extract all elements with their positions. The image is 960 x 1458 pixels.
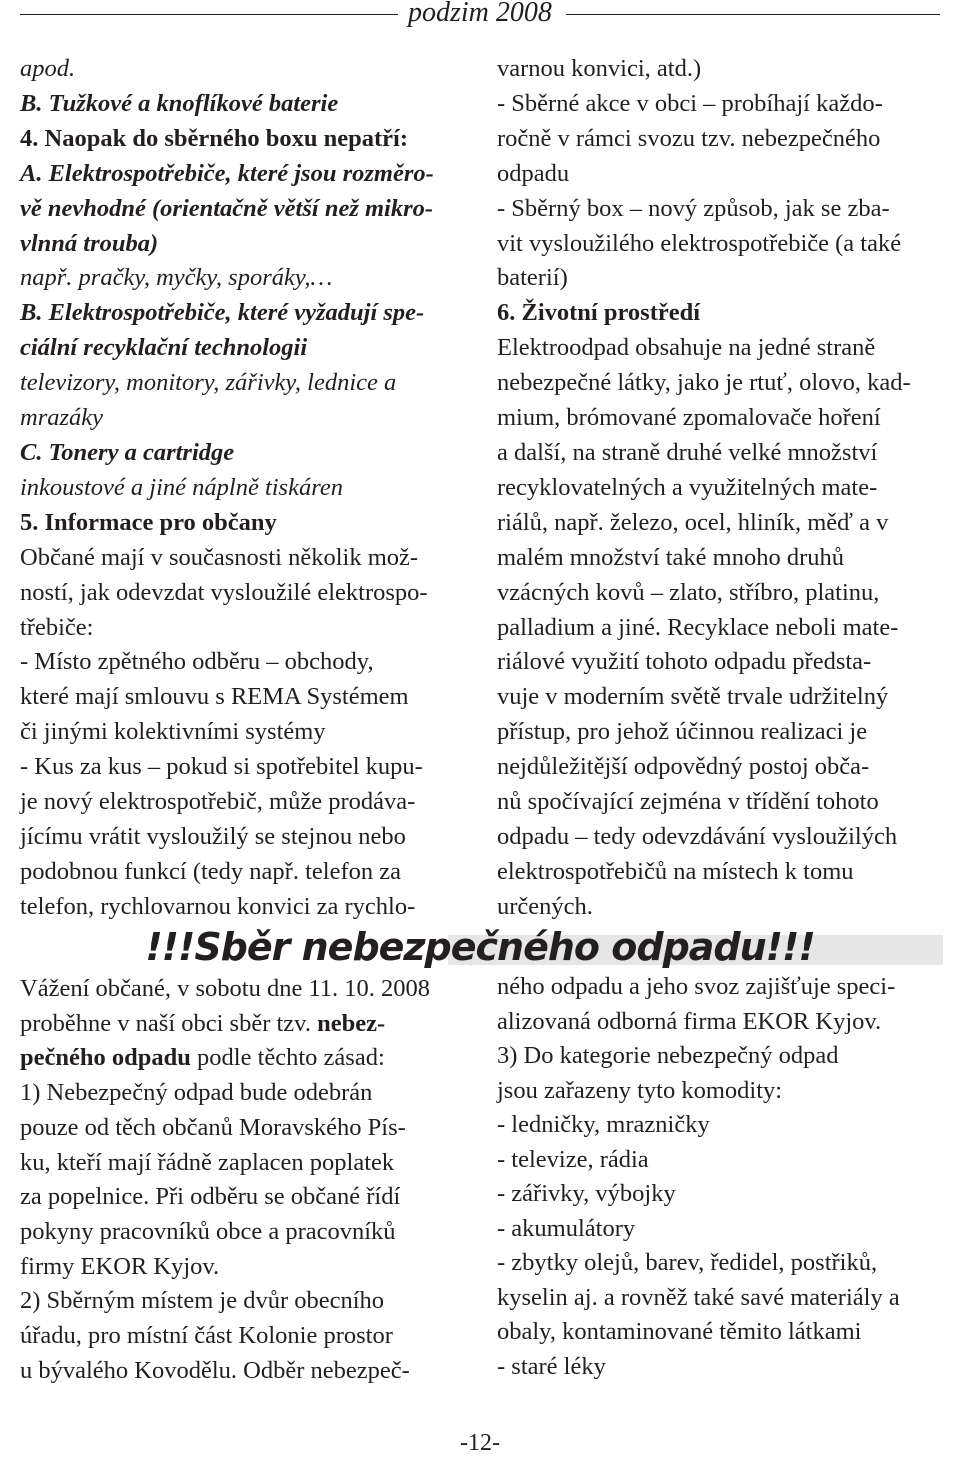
text-line: kyselin aj. a rovněž také savé materiály a bbox=[497, 1283, 900, 1311]
text-line: nebezpečné látky, jako je rtuť, olovo, kad- bbox=[497, 369, 911, 397]
section-heading: 6. Životní prostředí bbox=[497, 299, 701, 327]
text-line: palladium a jiné. Recyklace neboli mate- bbox=[497, 613, 899, 641]
text-line: elektrospotřebičů na místech k tomu bbox=[497, 857, 854, 885]
text-line: které mají smlouvu s REMA Systémem bbox=[20, 683, 409, 711]
section-heading: 5. Informace pro občany bbox=[20, 508, 277, 536]
text-line: u bývalého Kovodělu. Odběr nebezpeč- bbox=[20, 1356, 410, 1384]
list-heading: vlnná trouba) bbox=[20, 229, 159, 257]
text-line: ročně v rámci svozu tzv. nebezpečného bbox=[497, 124, 881, 152]
text-line: riálů, např. železo, ocel, hliník, měď a v bbox=[497, 508, 889, 536]
text-line: odpadu – tedy odevzdávání vysloužilých bbox=[497, 822, 898, 850]
text-line: baterií) bbox=[497, 264, 568, 292]
text-line: ností, jak odevzdat vysloužilé elektrospo- bbox=[20, 578, 428, 606]
text-line: recyklovatelných a využitelných mate- bbox=[497, 473, 878, 501]
list-item: - televize, rádia bbox=[497, 1145, 649, 1173]
list-item: - ledničky, mrazničky bbox=[497, 1111, 710, 1138]
text-line: a další, na straně druhé velké množství bbox=[497, 438, 878, 466]
text-line: jsou zařazeny tyto komodity: bbox=[497, 1076, 783, 1104]
text-line: alizovaná odborná firma EKOR Kyjov. bbox=[497, 1007, 882, 1035]
text-line: malém množství také mnoho druhů bbox=[497, 543, 845, 571]
text-line: jícímu vrátit vysloužilý se stejnou nebo bbox=[20, 822, 406, 850]
text-span: proběhne v naší obci sběr tzv. bbox=[20, 1009, 318, 1037]
text-line: za popelnice. Při odběru se občané řídí bbox=[20, 1183, 401, 1211]
text-line bbox=[20, 1007, 466, 1042]
text-line: apod. bbox=[20, 55, 76, 82]
list-heading: vě nevhodné (orientačně větší než mikro- bbox=[20, 194, 434, 222]
section-heading: 4. Naopak do sběrného boxu nepatří: bbox=[20, 124, 408, 152]
banner-title: !!!Sběr nebezpečného odpadu!!! bbox=[145, 925, 815, 969]
emphasis-text: nebez- bbox=[317, 1009, 386, 1037]
text-line: Vážení občané, v sobotu dne 11. 10. 2008 bbox=[20, 975, 431, 1002]
text-line: Elektroodpad obsahuje na jedné straně bbox=[497, 334, 876, 362]
text-line: pokyny pracovníků obce a pracovníků bbox=[20, 1217, 396, 1245]
text-line: riálové využití tohoto odpadu předsta- bbox=[497, 648, 872, 676]
text-line: vzácných kovů – zlato, stříbro, platinu, bbox=[497, 578, 880, 606]
text-line: podobnou funkcí (tedy např. telefon za bbox=[20, 857, 401, 885]
text-line: třebiče: bbox=[20, 613, 94, 641]
text-line: odpadu bbox=[497, 159, 570, 187]
text-line: - Sběrný box – nový způsob, jak se zba- bbox=[497, 194, 890, 222]
text-line: 1) Nebezpečný odpad bude odebrán bbox=[20, 1079, 373, 1107]
list-heading: C. Tonery a cartridge bbox=[20, 438, 235, 466]
column-top-left bbox=[20, 52, 466, 925]
text-line: je nový elektrospotřebič, může prodáva- bbox=[20, 788, 416, 816]
text-line: vit vysloužilého elektrospotřebiče (a také bbox=[497, 229, 902, 257]
header-rule-right bbox=[566, 14, 940, 15]
column-bottom-left bbox=[20, 972, 466, 1388]
text-line: inkoustové a jiné náplně tiskáren bbox=[20, 473, 343, 501]
column-bottom-right bbox=[497, 970, 944, 1384]
text-line: určených. bbox=[497, 892, 593, 920]
list-heading: ciální recyklační technologii bbox=[20, 334, 308, 362]
text-line: mium, brómované zpomalovače hoření bbox=[497, 404, 881, 432]
text-line: ku, kteří mají řádně zaplacen poplatek bbox=[20, 1148, 395, 1176]
text-line: nů spočívající zejména v třídění tohoto bbox=[497, 788, 879, 816]
text-line: obaly, kontaminované těmito látkami bbox=[497, 1318, 862, 1345]
list-heading: B. Tužkové a knoflíkové baterie bbox=[20, 89, 339, 117]
list-heading: A. Elektrospotřebiče, které jsou rozměro- bbox=[20, 159, 434, 187]
text-span: podle těchto zásad: bbox=[190, 1044, 385, 1072]
text-line: telefon, rychlovarnou konvici za rychlo- bbox=[20, 892, 416, 920]
emphasis-text: pečného odpadu bbox=[20, 1044, 191, 1072]
text-line bbox=[20, 1041, 466, 1076]
text-line: 2) Sběrným místem je dvůr obecního bbox=[20, 1287, 385, 1315]
text-line: či jinými kolektivními systémy bbox=[20, 718, 326, 746]
text-line: pouze od těch občanů Moravského Pís- bbox=[20, 1113, 406, 1141]
list-item: - akumulátory bbox=[497, 1214, 636, 1242]
list-item: - zářivky, výbojky bbox=[497, 1180, 676, 1207]
text-line: např. pračky, myčky, sporáky,… bbox=[20, 264, 333, 292]
text-line: ného odpadu a jeho svoz zajišťuje speci- bbox=[497, 973, 896, 1000]
text-line: vuje v moderním světě trvale udržitelný bbox=[497, 683, 889, 711]
text-line: Občané mají v současnosti několik mož- bbox=[20, 543, 419, 571]
text-line: úřadu, pro místní část Kolonie prostor bbox=[20, 1322, 393, 1350]
page-header bbox=[0, 0, 960, 32]
header-rule-left bbox=[20, 14, 398, 15]
text-line: - Sběrné akce v obci – probíhají každo- bbox=[497, 89, 883, 117]
text-line: varnou konvici, atd.) bbox=[497, 55, 702, 82]
text-line: 3) Do kategorie nebezpečný odpad bbox=[497, 1042, 839, 1069]
text-line: televizory, monitory, zářivky, lednice a bbox=[20, 369, 397, 397]
list-item: - zbytky olejů, barev, ředidel, postřiků, bbox=[497, 1249, 878, 1276]
text-line: mrazáky bbox=[20, 404, 104, 432]
text-line: nejdůležitější odpovědný postoj obča- bbox=[497, 753, 870, 781]
list-item: - staré léky bbox=[497, 1352, 606, 1380]
header-title: podzim 2008 bbox=[408, 0, 552, 28]
text-line: - Kus za kus – pokud si spotřebitel kupu- bbox=[20, 753, 423, 781]
column-top-right bbox=[497, 52, 944, 925]
text-line: firmy EKOR Kyjov. bbox=[20, 1252, 220, 1280]
page-number: -12- bbox=[460, 1430, 500, 1456]
list-heading: B. Elektrospotřebiče, které vyžadují spe- bbox=[20, 299, 425, 327]
text-line: - Místo zpětného odběru – obchody, bbox=[20, 648, 374, 676]
text-line: přístup, pro jehož účinnou realizaci je bbox=[497, 718, 868, 746]
